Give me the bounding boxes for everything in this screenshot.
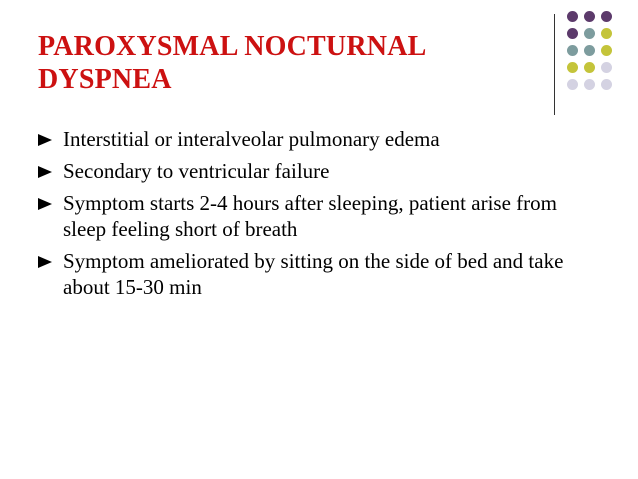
divider-line	[554, 14, 555, 115]
grid-dot	[567, 11, 578, 22]
bullet-item	[38, 158, 578, 184]
bullet-arrow-icon	[38, 256, 52, 268]
bullet-arrow-icon	[38, 134, 52, 146]
grid-dot	[567, 79, 578, 90]
grid-dot	[584, 79, 595, 90]
grid-dot	[584, 62, 595, 73]
grid-dot	[601, 79, 612, 90]
grid-dot	[567, 62, 578, 73]
grid-dot	[584, 28, 595, 39]
grid-dot	[601, 28, 612, 39]
title-line-2: DYSPNEA	[38, 64, 172, 95]
bullet-text: Symptom ameliorated by sitting on the side of bed and take about 15-30 min	[63, 249, 564, 299]
bullet-item	[38, 248, 578, 300]
grid-dot	[567, 28, 578, 39]
bullet-text: Interstitial or interalveolar pulmonary edema	[63, 127, 440, 151]
grid-dot	[601, 62, 612, 73]
slide-title	[38, 30, 528, 96]
grid-dot	[601, 45, 612, 56]
grid-dot	[601, 11, 612, 22]
grid-dot	[567, 45, 578, 56]
bullet-item	[38, 190, 578, 242]
bullet-text: Symptom starts 2-4 hours after sleeping, patient arise from sleep feeling short of breath	[63, 191, 557, 241]
bullet-arrow-icon	[38, 166, 52, 178]
title-line-1: PAROXYSMAL NOCTURNAL	[38, 31, 427, 62]
grid-dot	[584, 45, 595, 56]
bullet-list	[38, 126, 578, 306]
bullet-arrow-icon	[38, 198, 52, 210]
bullet-item	[38, 126, 578, 152]
grid-dot	[584, 11, 595, 22]
bullet-text: Secondary to ventricular failure	[63, 159, 330, 183]
